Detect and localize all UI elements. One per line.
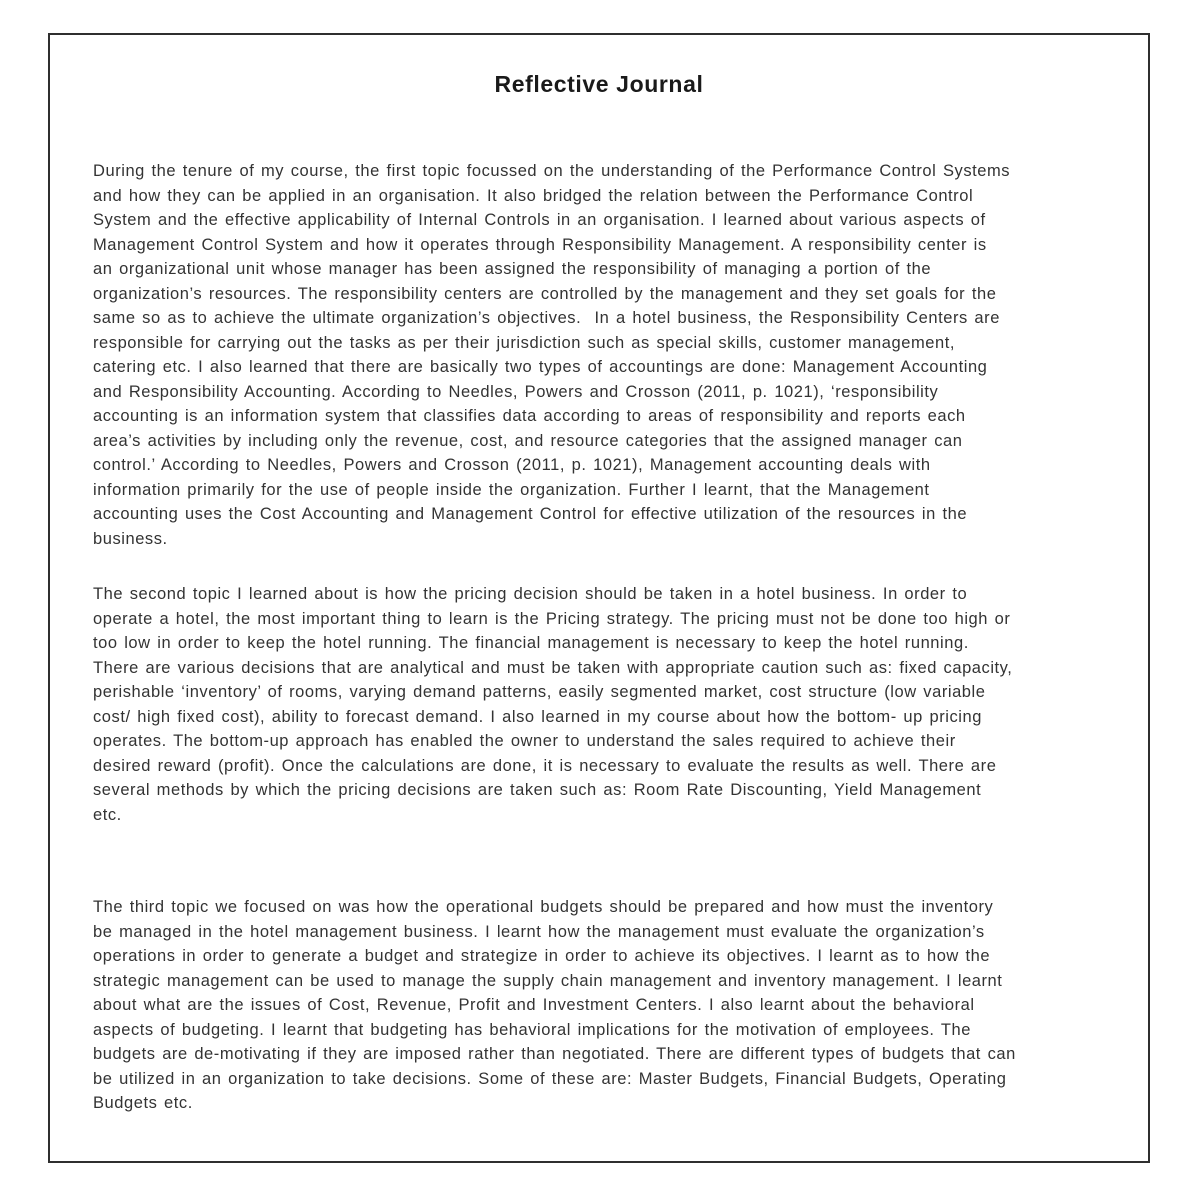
text-line: responsible for carrying out the tasks as per their jurisdiction such as special skills, customer management, [93,333,955,352]
page-border [48,33,1150,1163]
text-line: operations in order to generate a budget and strategize in order to achieve its objectives. I learnt as to how the [93,947,991,965]
text-line: be utilized in an organization to take decisions. Some of these are: Master Budgets, Financial Budgets, Operating [93,1069,1007,1088]
text-line: perishable ‘inventory’ of rooms, varying demand patterns, easily segmented market, cost structure (low variable [93,683,986,701]
text-line: During the tenure of my course, the first topic focussed on the understanding of the Performance Control Systems [93,162,1011,180]
text-line: operate a hotel, the most important thing to learn is the Pricing strategy. The pricing must not be done too high or [93,609,1011,628]
text-line: business. [93,529,168,548]
document-body [50,159,1148,1116]
text-line: too low in order to keep the hotel running. The financial management is necessary to keep the hotel running. [93,634,969,652]
text-line: operates. The bottom-up approach has enabled the owner to understand the sales required to achieve their [93,732,956,750]
text-line: System and the effective applicability of Internal Controls in an organisation. I learned about various aspects of [93,211,986,229]
text-line: organization’s resources. The responsibility centers are controlled by the management and they set goals for the [93,284,997,303]
text-line: control.’ According to Needles, Powers and Crosson (2011, p. 1021), Management accounting deals with [93,456,931,474]
text-line: strategic management can be used to manage the supply chain management and inventory management. I learnt [93,971,1003,990]
text-line: about what are the issues of Cost, Revenue, Profit and Investment Centers. I also learnt about the behavioral [93,996,975,1014]
text-line: The third topic we focused on was how the operational budgets should be prepared and how must the inventory [93,898,994,916]
text-line: same so as to achieve the ultimate organization’s objectives. In a hotel business, the Responsibility Centers are [93,309,1000,327]
text-line: and Responsibility Accounting. According to Needles, Powers and Crosson (2011, p. 1021), ‘responsibility [93,382,939,401]
text-line: accounting is an information system that classifies data according to areas of responsibility and reports each [93,407,966,425]
text-line: budgets are de-motivating if they are imposed rather than negotiated. There are different types of budgets that can [93,1045,1016,1063]
text-line: There are various decisions that are analytical and must be taken with appropriate caution such as: fixed capacity, [93,658,1013,677]
text-line: and how they can be applied in an organisation. It also bridged the relation between the Performance Control [93,186,974,205]
text-line: several methods by which the pricing decisions are taken such as: Room Rate Discounting, Yield Management [93,781,982,799]
text-line: Budgets etc. [93,1094,193,1112]
paragraph-performance-control [93,159,1107,551]
text-line: accounting uses the Cost Accounting and Management Control for effective utilization of the resources in the [93,505,968,523]
text-line: Management Control System and how it operates through Responsibility Management. A responsibility center is [93,235,987,254]
text-line: desired reward (profit). Once the calculations are done, it is necessary to evaluate the results as well. There are [93,756,997,775]
paragraph-operational-budgets [93,895,1107,1116]
text-line: etc. [93,805,122,824]
text-line: area’s activities by including only the revenue, cost, and resource categories that the assigned manager can [93,431,963,450]
text-line: an organizational unit whose manager has been assigned the responsibility of managing a portion of the [93,260,932,278]
text-line: cost/ high fixed cost), ability to forecast demand. I also learned in my course about how the bottom- up pricing [93,707,982,726]
text-line: The second topic I learned about is how the pricing decision should be taken in a hotel business. In order to [93,585,968,603]
text-line: catering etc. I also learned that there are basically two types of accountings are done: Management Accounting [93,358,988,376]
page-title: Reflective Journal [494,71,704,97]
text-line: information primarily for the use of people inside the organization. Further I learnt, that the Management [93,480,930,499]
text-line: be managed in the hotel management business. I learnt how the management must evaluate the organization’s [93,922,985,941]
text-line: aspects of budgeting. I learnt that budgeting has behavioral implications for the motivation of employees. The [93,1020,971,1039]
paragraph-pricing-decision [93,582,1107,827]
